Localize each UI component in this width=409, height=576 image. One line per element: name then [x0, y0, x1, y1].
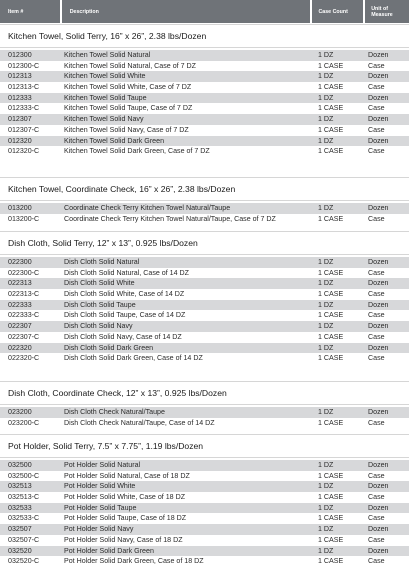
item-number: 032513-C [8, 493, 40, 502]
table-row [0, 546, 409, 557]
case-count: 1 DZ [318, 546, 334, 555]
item-description: Pot Holder Solid Natural, Case of 18 DZ [64, 471, 190, 480]
table-row [0, 535, 409, 546]
case-count: 1 CASE [318, 493, 344, 502]
table-row [0, 556, 409, 567]
case-count: 1 DZ [318, 115, 334, 124]
unit-of-measure: Dozen [368, 51, 389, 59]
item-description: Dish Cloth Solid Natural [64, 258, 140, 266]
table-row [0, 93, 409, 104]
item-description: Pot Holder Solid White, Case of 18 DZ [64, 493, 186, 502]
unit-of-measure: Dozen [368, 322, 389, 331]
case-count: 1 CASE [318, 104, 344, 113]
item-description: Coordinate Check Terry Kitchen Towel Natural/Taupe [64, 204, 231, 212]
unit-of-measure: Case [368, 514, 385, 523]
item-description: Pot Holder Solid Taupe [64, 503, 137, 512]
item-description: Kitchen Towel Solid Natural, Case of 7 DZ [64, 61, 196, 70]
item-number: 012307 [8, 115, 32, 124]
case-count: 1 CASE [318, 332, 344, 341]
item-description: Pot Holder Solid Taupe, Case of 18 DZ [64, 514, 187, 523]
unit-of-measure: Dozen [368, 503, 389, 512]
table-row [0, 203, 409, 214]
item-number: 032507 [8, 525, 32, 534]
case-count: 1 DZ [318, 279, 334, 288]
table-row [0, 332, 409, 343]
item-number: 012307-C [8, 125, 40, 134]
section-title: Kitchen Towel, Coordinate Check, 16” x 26”, 2.38 lbs/Dozen [0, 177, 409, 200]
case-count: 1 DZ [318, 204, 334, 212]
unit-of-measure: Case [368, 214, 385, 223]
unit-of-measure: Dozen [368, 72, 389, 81]
unit-of-measure: Case [368, 61, 385, 70]
item-number: 032500-C [8, 471, 40, 480]
table-row [0, 278, 409, 289]
item-description: Kitchen Towel Solid Taupe, Case of 7 DZ [64, 104, 193, 113]
unit-of-measure: Dozen [368, 115, 389, 124]
item-number: 012333-C [8, 104, 40, 113]
item-number: 032500 [8, 461, 32, 469]
section-title: Kitchen Towel, Solid Terry, 16” x 26”, 2.38 lbs/Dozen [0, 24, 409, 47]
column-header-description: Description [62, 0, 311, 23]
item-description: Pot Holder Solid Dark Green [64, 546, 154, 555]
unit-of-measure: Dozen [368, 204, 389, 212]
table-row [0, 503, 409, 514]
column-header-row [0, 0, 409, 23]
item-number: 022313-C [8, 290, 40, 299]
unit-of-measure: Case [368, 125, 385, 134]
table-row [0, 61, 409, 72]
case-count: 1 CASE [318, 471, 344, 480]
table-row [0, 289, 409, 300]
case-count: 1 CASE [318, 514, 344, 523]
unit-of-measure: Case [368, 311, 385, 320]
case-count: 1 DZ [318, 72, 334, 81]
item-number: 032520 [8, 546, 32, 555]
item-description: Dish Cloth Solid White [64, 279, 135, 288]
unit-of-measure: Case [368, 332, 385, 341]
unit-of-measure: Case [368, 535, 385, 544]
section-title: Dish Cloth, Solid Terry, 12” x 13”, 0.925 lbs/Dozen [0, 231, 409, 254]
item-description: Dish Cloth Solid Navy, Case of 14 DZ [64, 332, 182, 341]
item-description: Kitchen Towel Solid White, Case of 7 DZ [64, 83, 192, 92]
item-number: 032520-C [8, 557, 40, 566]
item-number: 012333 [8, 93, 32, 102]
item-description: Kitchen Towel Solid Taupe [64, 93, 147, 102]
table-row [0, 321, 409, 332]
unit-of-measure: Case [368, 104, 385, 113]
item-number: 022300-C [8, 268, 40, 277]
unit-of-measure: Dozen [368, 546, 389, 555]
column-header-item: Item # [0, 0, 60, 23]
case-count: 1 DZ [318, 322, 334, 331]
table-row [0, 103, 409, 114]
item-number: 032533-C [8, 514, 40, 523]
table-row [0, 471, 409, 482]
item-description: Kitchen Towel Solid Natural [64, 51, 151, 59]
item-number: 032533 [8, 503, 32, 512]
table-row [0, 214, 409, 225]
unit-of-measure: Dozen [368, 461, 389, 469]
item-description: Dish Cloth Solid Dark Green [64, 343, 154, 352]
unit-of-measure: Dozen [368, 300, 389, 309]
item-description: Kitchen Towel Solid Dark Green [64, 136, 165, 145]
table-row [0, 353, 409, 364]
case-count: 1 DZ [318, 343, 334, 352]
item-description: Dish Cloth Check Natural/Taupe, Case of 14 DZ [64, 418, 215, 427]
unit-of-measure: Case [368, 471, 385, 480]
unit-of-measure: Case [368, 557, 385, 566]
case-count: 1 CASE [318, 557, 344, 566]
table-row [0, 146, 409, 157]
unit-of-measure: Dozen [368, 258, 389, 266]
item-description: Dish Cloth Solid Navy [64, 322, 133, 331]
case-count: 1 CASE [318, 418, 344, 427]
table-row [0, 125, 409, 136]
unit-of-measure: Case [368, 83, 385, 92]
item-description: Coordinate Check Terry Kitchen Towel Natural/Taupe, Case of 7 DZ [64, 214, 276, 223]
case-count: 1 CASE [318, 147, 344, 156]
item-description: Dish Cloth Solid White, Case of 14 DZ [64, 290, 185, 299]
section-kitchen-towel-solid [0, 24, 409, 157]
case-count: 1 CASE [318, 268, 344, 277]
case-count: 1 DZ [318, 408, 334, 416]
item-description: Dish Cloth Solid Natural, Case of 14 DZ [64, 268, 189, 277]
item-number: 022313 [8, 279, 32, 288]
case-count: 1 CASE [318, 354, 344, 363]
item-number: 032513 [8, 482, 32, 491]
unit-of-measure: Case [368, 493, 385, 502]
case-count: 1 CASE [318, 125, 344, 134]
section-pot-holder-solid [0, 434, 409, 567]
case-count: 1 DZ [318, 300, 334, 309]
item-description: Pot Holder Solid White [64, 482, 136, 491]
unit-of-measure: Dozen [368, 525, 389, 534]
table-row [0, 524, 409, 535]
case-count: 1 CASE [318, 61, 344, 70]
table-row [0, 114, 409, 125]
section-title: Dish Cloth, Coordinate Check, 12” x 13”, 0.925 lbs/Dozen [0, 381, 409, 404]
section-kitchen-towel-check [0, 177, 409, 224]
table-row [0, 343, 409, 354]
case-count: 1 DZ [318, 482, 334, 491]
table-row [0, 513, 409, 524]
item-description: Pot Holder Solid Navy, Case of 18 DZ [64, 535, 183, 544]
unit-of-measure: Case [368, 147, 385, 156]
table-row [0, 71, 409, 82]
item-description: Dish Cloth Solid Dark Green, Case of 14 DZ [64, 354, 203, 363]
table-row [0, 50, 409, 61]
item-number: 022300 [8, 258, 32, 266]
item-description: Pot Holder Solid Navy [64, 525, 134, 534]
item-number: 032507-C [8, 535, 40, 544]
case-count: 1 DZ [318, 503, 334, 512]
table-row [0, 492, 409, 503]
item-description: Dish Cloth Check Natural/Taupe [64, 408, 165, 416]
item-description: Kitchen Towel Solid White [64, 72, 146, 81]
item-number: 012300-C [8, 61, 40, 70]
unit-of-measure: Dozen [368, 279, 389, 288]
column-header-unit: Unit of Measure [365, 0, 409, 23]
item-description: Kitchen Towel Solid Navy, Case of 7 DZ [64, 125, 189, 134]
item-description: Dish Cloth Solid Taupe [64, 300, 136, 309]
case-count: 1 CASE [318, 535, 344, 544]
item-number: 022320 [8, 343, 32, 352]
case-count: 1 DZ [318, 461, 334, 469]
item-number: 022333-C [8, 311, 40, 320]
unit-of-measure: Dozen [368, 93, 389, 102]
section-title: Pot Holder, Solid Terry, 7.5” x 7.75”, 1.19 lbs/Dozen [0, 434, 409, 457]
unit-of-measure: Case [368, 354, 385, 363]
item-number: 013200-C [8, 214, 40, 223]
section-dish-cloth-solid [0, 231, 409, 364]
item-number: 012313 [8, 72, 32, 81]
item-number: 023200-C [8, 418, 40, 427]
case-count: 1 DZ [318, 51, 334, 59]
item-description: Pot Holder Solid Dark Green, Case of 18 DZ [64, 557, 204, 566]
item-number: 013200 [8, 204, 32, 212]
unit-of-measure: Dozen [368, 343, 389, 352]
table-row [0, 310, 409, 321]
item-number: 012320-C [8, 147, 40, 156]
case-count: 1 DZ [318, 525, 334, 534]
table-row [0, 481, 409, 492]
case-count: 1 DZ [318, 136, 334, 145]
item-number: 022307-C [8, 332, 40, 341]
unit-of-measure: Case [368, 290, 385, 299]
item-description: Dish Cloth Solid Taupe, Case of 14 DZ [64, 311, 186, 320]
table-row [0, 82, 409, 93]
table-row [0, 257, 409, 268]
case-count: 1 CASE [318, 311, 344, 320]
section-dish-cloth-check [0, 381, 409, 428]
unit-of-measure: Dozen [368, 408, 389, 416]
item-number: 022333 [8, 300, 32, 309]
item-number: 022307 [8, 322, 32, 331]
case-count: 1 DZ [318, 258, 334, 266]
column-header-case-count: Case Count [312, 0, 363, 23]
unit-of-measure: Case [368, 418, 385, 427]
case-count: 1 CASE [318, 83, 344, 92]
item-number: 012320 [8, 136, 32, 145]
item-number: 012300 [8, 51, 32, 59]
case-count: 1 DZ [318, 93, 334, 102]
item-description: Kitchen Towel Solid Navy [64, 115, 144, 124]
unit-of-measure: Dozen [368, 482, 389, 491]
table-row [0, 268, 409, 279]
item-description: Kitchen Towel Solid Dark Green, Case of 7 DZ [64, 147, 210, 156]
item-number: 012313-C [8, 83, 40, 92]
case-count: 1 CASE [318, 290, 344, 299]
item-description: Pot Holder Solid Natural [64, 461, 141, 469]
table-row [0, 407, 409, 418]
unit-of-measure: Dozen [368, 136, 389, 145]
table-row [0, 460, 409, 471]
item-number: 023200 [8, 408, 32, 416]
case-count: 1 CASE [318, 214, 344, 223]
item-number: 022320-C [8, 354, 40, 363]
table-row [0, 300, 409, 311]
unit-of-measure: Case [368, 268, 385, 277]
table-row [0, 418, 409, 429]
table-row [0, 136, 409, 147]
